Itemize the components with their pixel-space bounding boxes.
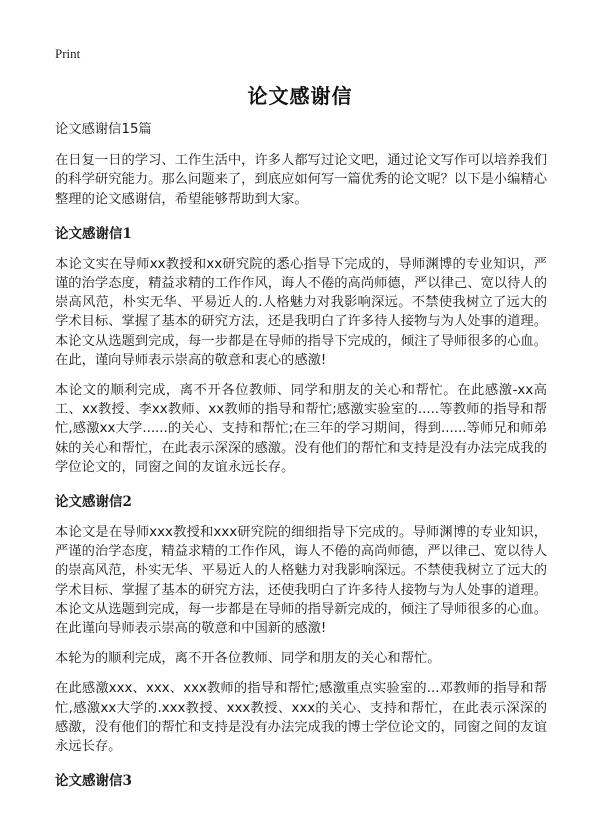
section-paragraph: 本论文实在导师xx教授和xx研究院的悉心指导下完成的，导师渊博的专业知识，严谨的治学态度，精益求精的工作作风，诲人不倦的高尚师德，严以律己、宽以待人的崇高风范，朴实无华、平易近人的.人格魅力对我影响深远。不禁使我树立了远大的学术目标、掌握了基本的研究方法，还是我明白了许多待人接物与为人处事的道理。本论文从选题到完成，每一步都是在导师的指导下完成的，倾注了导师很多的心血。在此，谨向导师表示崇高的敬意和衷心的感激! (55, 256, 547, 368)
section-paragraph: 本论文是在导师xxx教授和xxx研究院的细细指导下完成的。导师渊博的专业知识，严谨的治学态度，精益求精的工作作风，诲人不倦的高尚师德，严以律己、宽以待人的崇高风范，朴实无华、平易近人的人格魅力对我影响深远。不禁使我树立了远大的学术目标、掌握了基本的研究方法，还使我明白了许多待人接物与为人处事的道理。本论文从选题到完成，每一步都是在导师的指导新完成的，倾注了导师很多的心血。在此谨向导师表示崇高的敬意和中国新的感激! (55, 525, 547, 637)
section-heading: 论文感谢信3 (55, 773, 132, 790)
print-link[interactable]: Print (55, 46, 81, 61)
intro-paragraph: 在日复一日的学习、工作生活中，许多人都写过论文吧，通过论文写作可以培养我们的科学研究能力。那么问题来了，到底应如何写一篇优秀的论文呢？以下是小编精心整理的论文感谢信，希望能够帮助到大家。 (55, 153, 547, 207)
section-paragraph: 本论文的顺利完成，离不开各位教师、同学和朋友的关心和帮忙。在此感激-xx高工、xx教授、李xx教师、xx教师的指导和帮忙;感激实验室的.....等教师的指导和帮忙,感激xx大学......的关心、支持和帮忙;在三年的学习期间，得到......等师兄和师弟妹的关心和帮忙，在此表示深深的感激。没有他们的帮忙和支持是没有办法完成我的学位论文的，同窗之间的友谊永远长存。 (55, 383, 547, 475)
subtitle: 论文感谢信15篇 (55, 122, 152, 137)
document-body (55, 120, 547, 802)
section-paragraph: 本轮为的顺利完成，离不开各位教师、同学和朋友的关心和帮忙。 (55, 651, 441, 667)
section-heading: 论文感谢信2 (55, 494, 132, 511)
section-paragraph: 在此感激xxx、xxx、xxx教师的指导和帮忙;感激重点实验室的...邓教师的指导和帮忙,感激xx大学的.xxx教授、xxx教授、xxx的关心、支持和帮忙，在此表示深深的感激，没有他们的帮忙和支持是没有办法完成我的博士学位论文的，同窗之间的友谊永远长存。 (55, 681, 547, 755)
page-title: 论文感谢信 (247, 84, 353, 108)
section-heading: 论文感谢信1 (55, 225, 132, 242)
